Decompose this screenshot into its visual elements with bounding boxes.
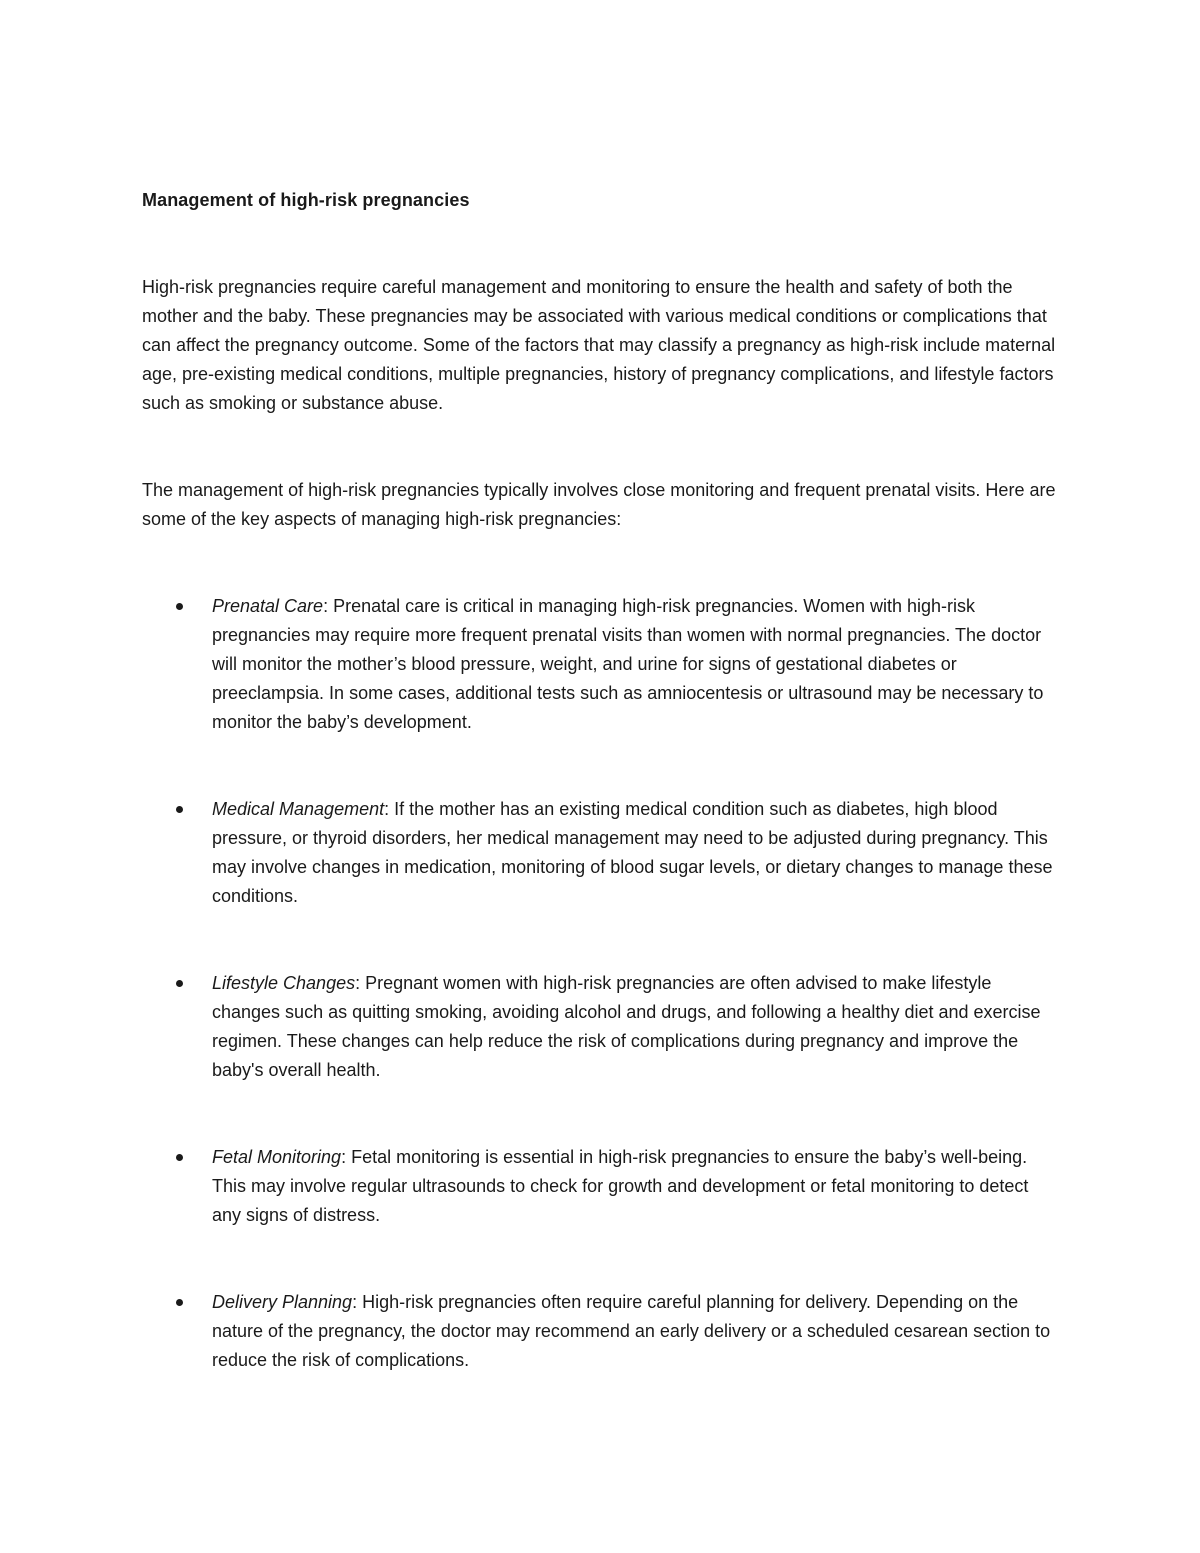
bullet-icon <box>176 603 183 610</box>
bullet-term: Lifestyle Changes <box>212 973 356 993</box>
bullet-term: Prenatal Care <box>212 596 324 616</box>
bullet-text: Pregnant women with high-risk pregnancies are often advised to make lifestyle changes such as quitting smoking, avoiding alcohol and drugs, and following a healthy diet and exercise regimen. These changes can help reduce the risk of complications during pregnancy and improve the baby's overall health. <box>212 973 1041 1080</box>
document-title: Management of high-risk pregnancies <box>142 190 470 210</box>
bullet-text: If the mother has an existing medical condition such as diabetes, high blood pressure, or thyroid disorders, her medical management may need to be adjusted during pregnancy. This may involve changes in medication, monitoring of blood sugar levels, or dietary changes to manage these conditions. <box>212 799 1053 906</box>
document-body <box>142 186 1062 1375</box>
bullet-icon <box>176 1299 183 1306</box>
list-item-medical-management <box>142 795 1062 911</box>
bullet-separator: : <box>384 799 390 819</box>
bullet-term: Medical Management <box>212 799 385 819</box>
bullet-term: Delivery Planning <box>212 1292 353 1312</box>
list-item-fetal-monitoring <box>142 1143 1062 1230</box>
list-item-prenatal-care <box>142 592 1062 737</box>
bullet-icon <box>176 806 183 813</box>
bullet-text: Prenatal care is critical in managing high-risk pregnancies. Women with high-risk pregnancies may require more frequent prenatal visits than women with normal pregnancies. The doctor will monitor the mother’s blood pressure, weight, and urine for signs of gestational diabetes or preeclampsia. In some cases, additional tests such as amniocentesis or ultrasound may be necessary to monitor the baby’s development. <box>212 596 1044 732</box>
bullet-icon <box>176 980 183 987</box>
list-item-lifestyle-changes <box>142 969 1062 1085</box>
bullet-separator: : <box>341 1147 347 1167</box>
intro-paragraph: High-risk pregnancies require careful management and monitoring to ensure the health and safety of both the mother and the baby. These pregnancies may be associated with various medical conditions or complications that can affect the pregnancy outcome. Some of the factors that may classify a pregnancy as high-risk include maternal age, pre-existing medical conditions, multiple pregnancies, history of pregnancy complications, and lifestyle factors such as smoking or substance abuse. <box>142 277 1056 413</box>
bullet-separator: : <box>355 973 361 993</box>
bullet-text: High-risk pregnancies often require careful planning for delivery. Depending on the nature of the pregnancy, the doctor may recommend an early delivery or a scheduled cesarean section to reduce the risk of complications. <box>212 1292 1051 1370</box>
bullet-text: Fetal monitoring is essential in high-risk pregnancies to ensure the baby’s well-being. This may involve regular ultrasounds to check for growth and development or fetal monitoring to detect any signs of distress. <box>212 1147 1029 1225</box>
bullet-separator: : <box>323 596 329 616</box>
bullet-term: Fetal Monitoring <box>212 1147 342 1167</box>
list-item-delivery-planning <box>142 1288 1062 1375</box>
bullet-icon <box>176 1154 183 1161</box>
key-aspects-list <box>142 592 1062 1375</box>
bullet-separator: : <box>352 1292 358 1312</box>
management-paragraph: The management of high-risk pregnancies typically involves close monitoring and frequent prenatal visits. Here are some of the key aspects of managing high-risk pregnancies: <box>142 480 1056 529</box>
